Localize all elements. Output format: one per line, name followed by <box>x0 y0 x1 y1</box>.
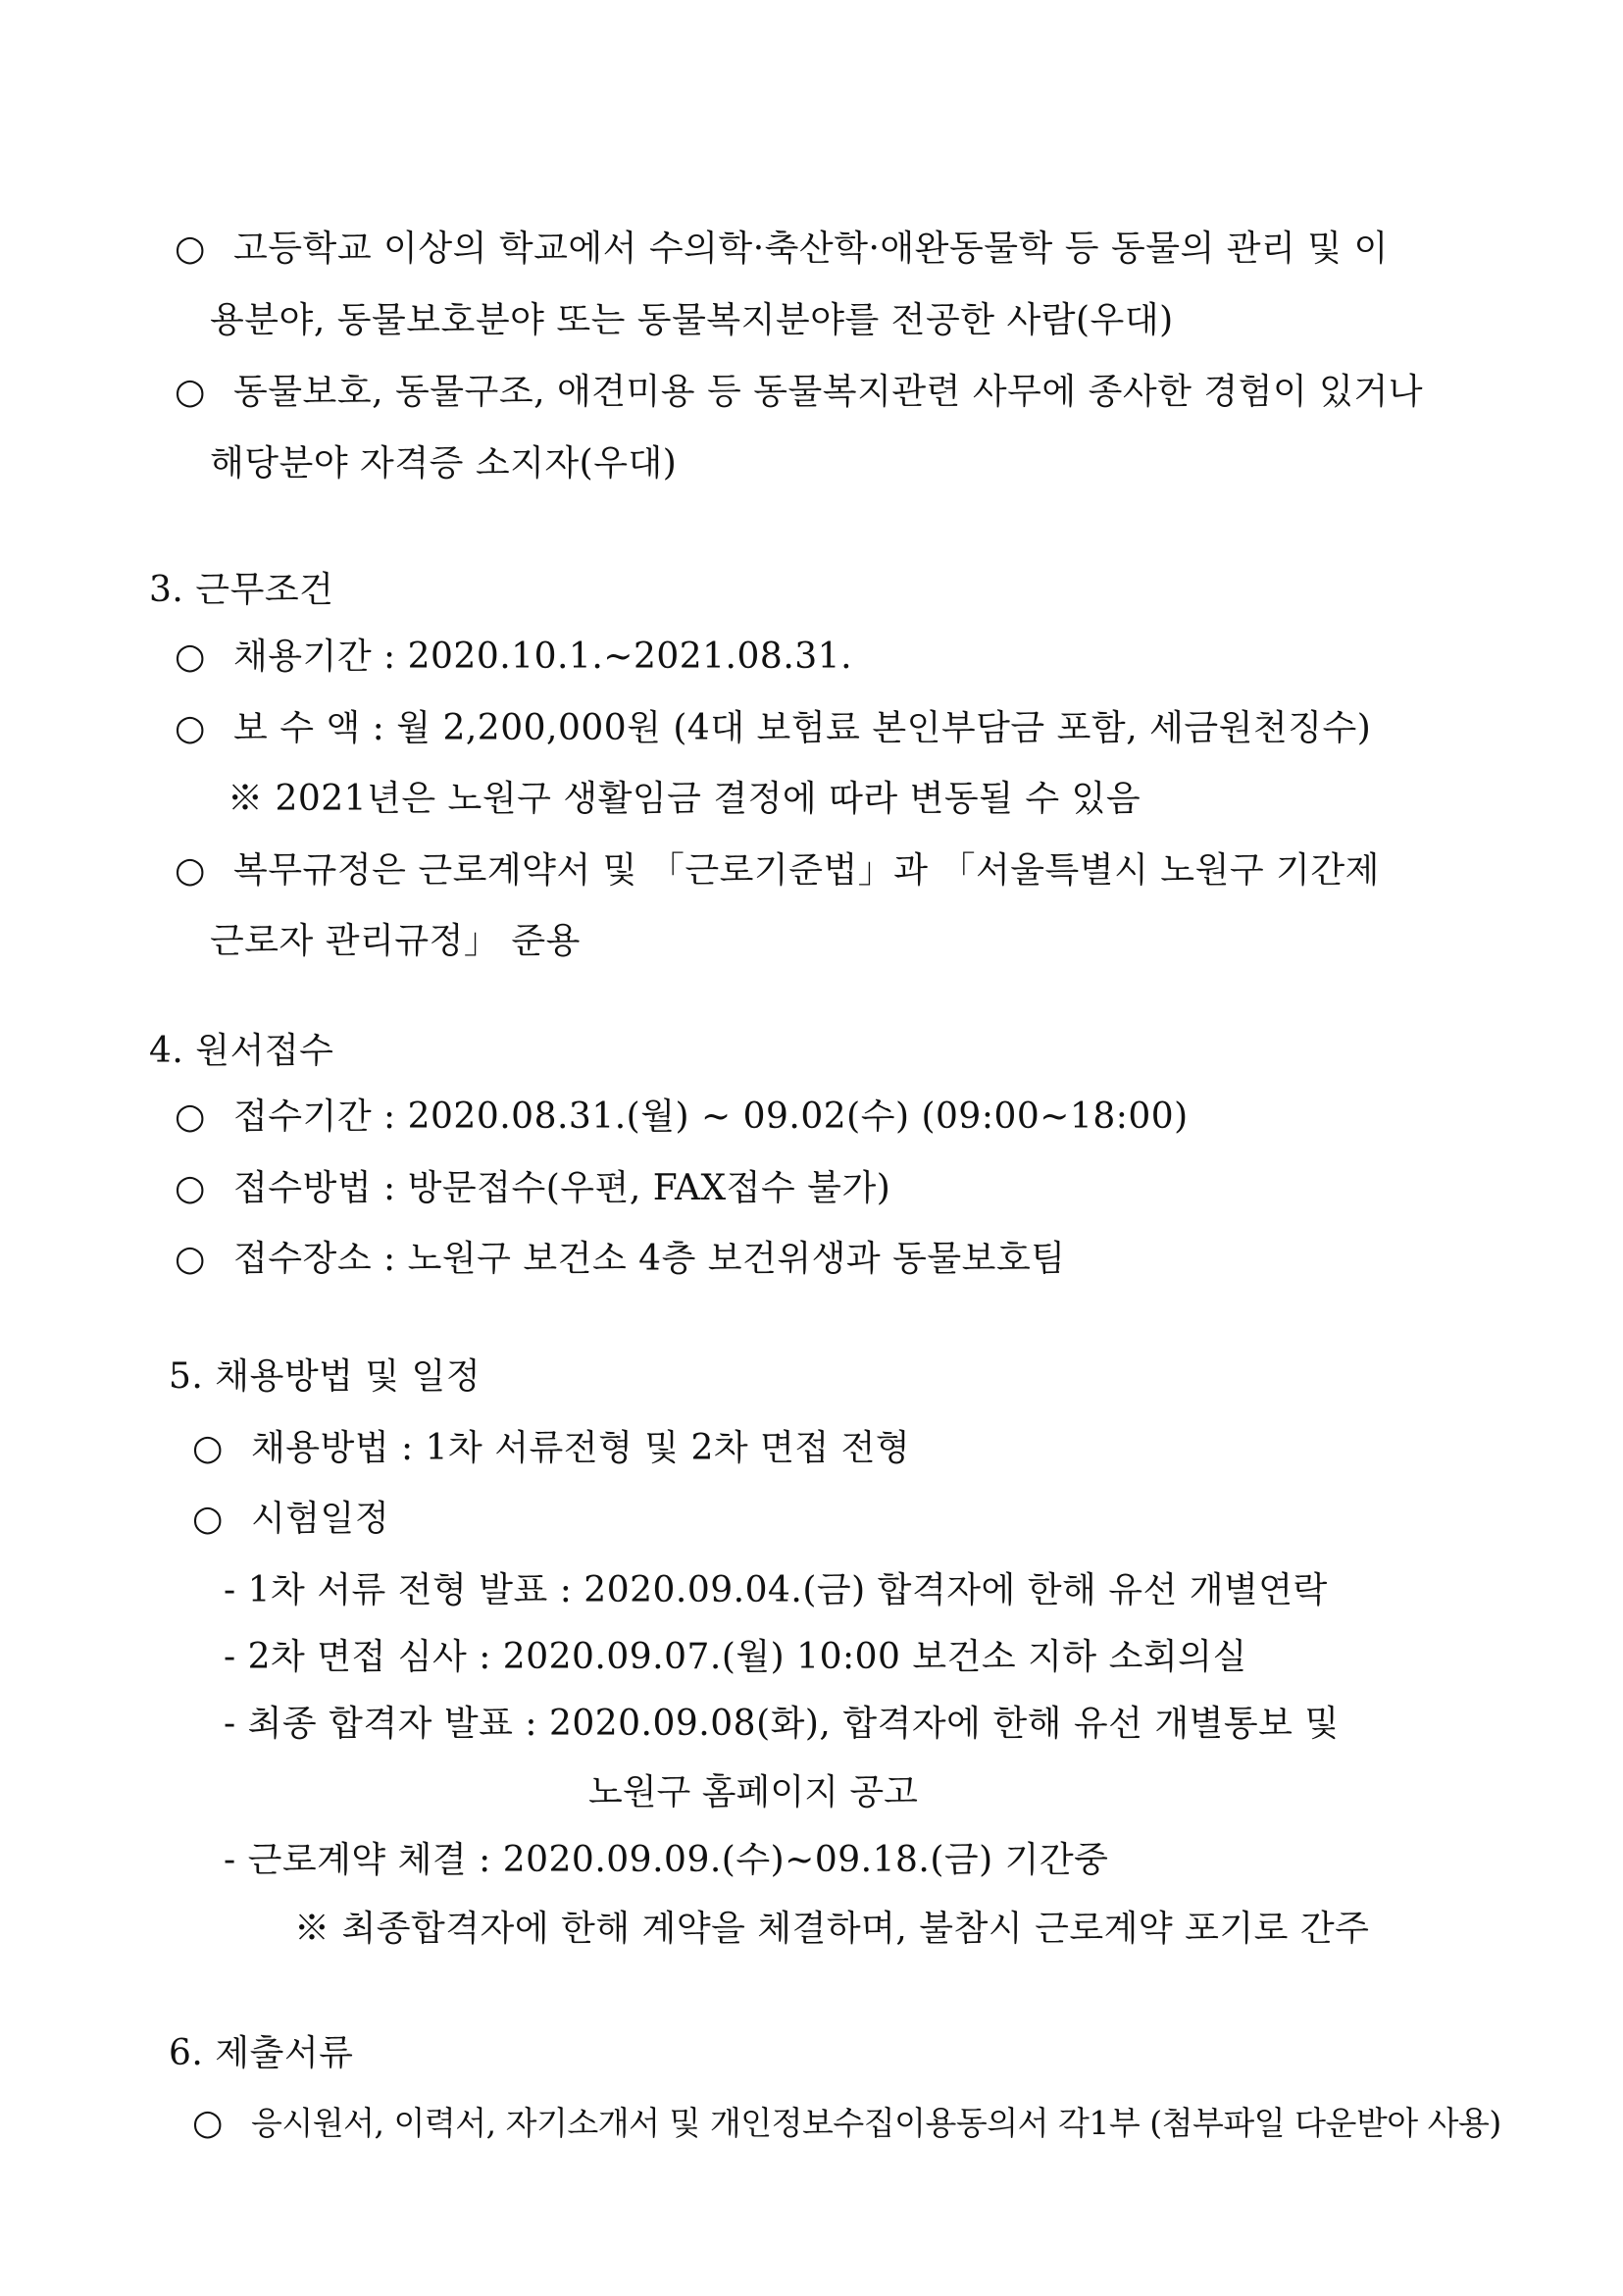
schedule-item: - 근로계약 체결 : 2020.09.09.(수)~09.18.(금) 기간중 <box>224 1840 1109 1880</box>
bullet-item <box>192 1427 910 1470</box>
bullet-item <box>175 636 852 679</box>
bullet-text: 채용방법 : 1차 서류전형 및 2차 면접 전형 <box>251 1428 911 1468</box>
bullet-text: 보 수 액 : 월 2,200,000원 (4대 보험료 본인부담금 포함, 세금원천징수) <box>233 708 1372 748</box>
bullet-item <box>175 1096 1189 1139</box>
bullet-item <box>175 228 1389 271</box>
bullet-marker: ○ <box>192 2103 224 2143</box>
bullet-text: 채용기간 : 2020.10.1.~2021.08.31. <box>233 637 853 677</box>
section-heading: 4. 원서접수 <box>149 1031 334 1071</box>
bullet-text: 시험일정 <box>251 1499 390 1539</box>
bullet-text: 동물보호, 동물구조, 애견미용 등 동물복지관련 사무에 종사한 경험이 있거나 <box>233 372 1423 412</box>
bullet-text: 고등학교 이상의 학교에서 수의학·축산학·애완동물학 등 동물의 관리 및 이 <box>233 229 1389 269</box>
bullet-text: 응시원서, 이력서, 자기소개서 및 개인정보수집이용동의서 각1부 (첨부파일 다운받아 사용) <box>251 2104 1501 2142</box>
bullet-text: 접수기간 : 2020.08.31.(월) ~ 09.02(수) (09:00~18:00) <box>233 1097 1189 1137</box>
section-heading: 3. 근무조건 <box>149 570 334 610</box>
schedule-item: - 1차 서류 전형 발표 : 2020.09.04.(금) 합격자에 한해 유선 개별연락 <box>224 1570 1328 1610</box>
bullet-marker: ○ <box>175 637 206 677</box>
bullet-text: 복무규정은 근로계약서 및 「근로기준법」과 「서울특별시 노원구 기간제 <box>233 850 1380 891</box>
bullet-marker: ○ <box>192 1499 224 1539</box>
bullet-continuation: 근로자 관리규정」 준용 <box>210 921 581 961</box>
note-text: ※ 2021년은 노원구 생활임금 결정에 따라 변동될 수 있음 <box>228 779 1141 819</box>
bullet-marker: ○ <box>175 1239 206 1279</box>
bullet-item <box>192 2102 1501 2145</box>
bullet-item <box>175 849 1380 893</box>
bullet-item <box>175 1238 1066 1281</box>
schedule-item: - 최종 합격자 발표 : 2020.09.08(화), 합격자에 한해 유선 개별통보 및 <box>224 1704 1340 1744</box>
bullet-text: 접수장소 : 노원구 보건소 4층 보건위생과 동물보호팀 <box>233 1239 1066 1279</box>
section-heading: 5. 채용방법 및 일정 <box>169 1356 482 1397</box>
bullet-marker: ○ <box>175 1168 206 1208</box>
bullet-continuation: 용분야, 동물보호분야 또는 동물복지분야를 전공한 사람(우대) <box>210 300 1174 340</box>
bullet-marker: ○ <box>175 1097 206 1137</box>
bullet-item <box>175 1167 890 1210</box>
bullet-marker: ○ <box>175 708 206 748</box>
section-heading: 6. 제출서류 <box>169 2033 354 2073</box>
bullet-item <box>175 707 1371 750</box>
bullet-marker: ○ <box>192 1428 224 1468</box>
schedule-item: - 2차 면접 심사 : 2020.09.07.(월) 10:00 보건소 지하 소회의실 <box>224 1637 1247 1677</box>
schedule-continuation: 노원구 홈페이지 공고 <box>588 1772 918 1812</box>
bullet-text: 접수방법 : 방문접수(우편, FAX접수 불가) <box>233 1168 891 1208</box>
bullet-item <box>175 371 1423 414</box>
bullet-marker: ○ <box>175 850 206 891</box>
note-text: ※ 최종합격자에 한해 계약을 체결하며, 불참시 근로계약 포기로 간주 <box>294 1909 1370 1949</box>
bullet-continuation: 해당분야 자격증 소지자(우대) <box>210 443 678 484</box>
bullet-marker: ○ <box>175 372 206 412</box>
bullet-marker: ○ <box>175 229 206 269</box>
bullet-item <box>192 1498 389 1541</box>
